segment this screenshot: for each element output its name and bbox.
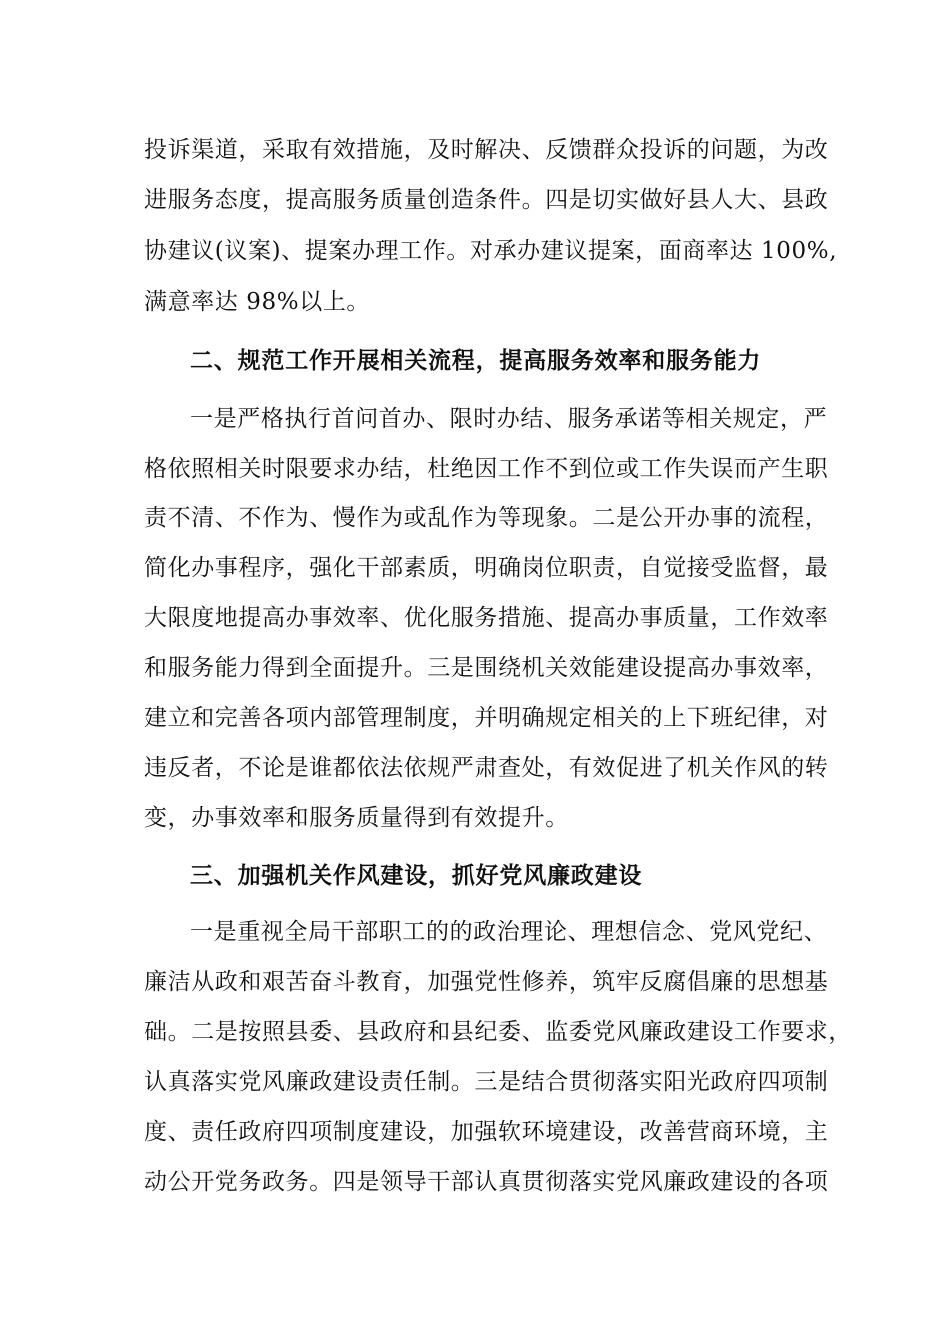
section-heading-3: 三、加强机关作风建设，抓好党风廉政建设 bbox=[190, 863, 643, 889]
paragraph-line: 度、责任政府四项制度建设，加强软环境建设，改善营商环境，主 bbox=[144, 1119, 829, 1145]
paragraph-line: 认真落实党风廉政建设责任制。三是结合贯彻落实阳光政府四项制 bbox=[144, 1069, 829, 1095]
paragraph-line: 投诉渠道，采取有效措施，及时解决、反馈群众投诉的问题，为改 bbox=[144, 137, 829, 163]
paragraph-line: 违反者，不论是谁都依法依规严肃查处，有效促进了机关作风的转 bbox=[144, 755, 829, 781]
paragraph-line: 廉洁从政和艰苦奋斗教育，加强党性修养，筑牢反腐倡廉的思想基 bbox=[144, 969, 829, 995]
paragraph-line: 动公开党务政务。四是领导干部认真贯彻落实党风廉政建设的各项 bbox=[144, 1169, 829, 1195]
paragraph-line: 建立和完善各项内部管理制度，并明确规定相关的上下班纪律，对 bbox=[144, 705, 829, 731]
section-heading-2: 二、规范工作开展相关流程，提高服务效率和服务能力 bbox=[190, 348, 762, 374]
paragraph-line: 协建议(议案)、提案办理工作。对承办建议提案，面商率达 100%, bbox=[144, 238, 838, 264]
paragraph-line: 一是重视全局干部职工的的政治理论、理想信念、党风党纪、 bbox=[190, 919, 828, 945]
paragraph-line: 一是严格执行首问首办、限时办结、服务承诺等相关规定，严 bbox=[190, 406, 828, 432]
paragraph-line: 满意率达 98%以上。 bbox=[144, 289, 371, 315]
paragraph-line: 大限度地提高办事效率、优化服务措施、提高办事质量，工作效率 bbox=[144, 605, 829, 631]
paragraph-line: 变，办事效率和服务质量得到有效提升。 bbox=[144, 805, 569, 831]
paragraph-line: 和服务能力得到全面提升。三是围绕机关效能建设提高办事效率， bbox=[144, 655, 829, 681]
paragraph-line: 责不清、不作为、慢作为或乱作为等现象。二是公开办事的流程， bbox=[144, 505, 829, 531]
paragraph-line: 进服务态度，提高服务质量创造条件。四是切实做好县人大、县政 bbox=[144, 187, 829, 213]
paragraph-line: 格依照相关时限要求办结，杜绝因工作不到位或工作失误而产生职 bbox=[144, 456, 829, 482]
paragraph-line: 简化办事程序，强化干部素质，明确岗位职责，自觉接受监督，最 bbox=[144, 555, 829, 581]
paragraph-line: 础。二是按照县委、县政府和县纪委、监委党风廉政建设工作要求， bbox=[144, 1019, 852, 1045]
